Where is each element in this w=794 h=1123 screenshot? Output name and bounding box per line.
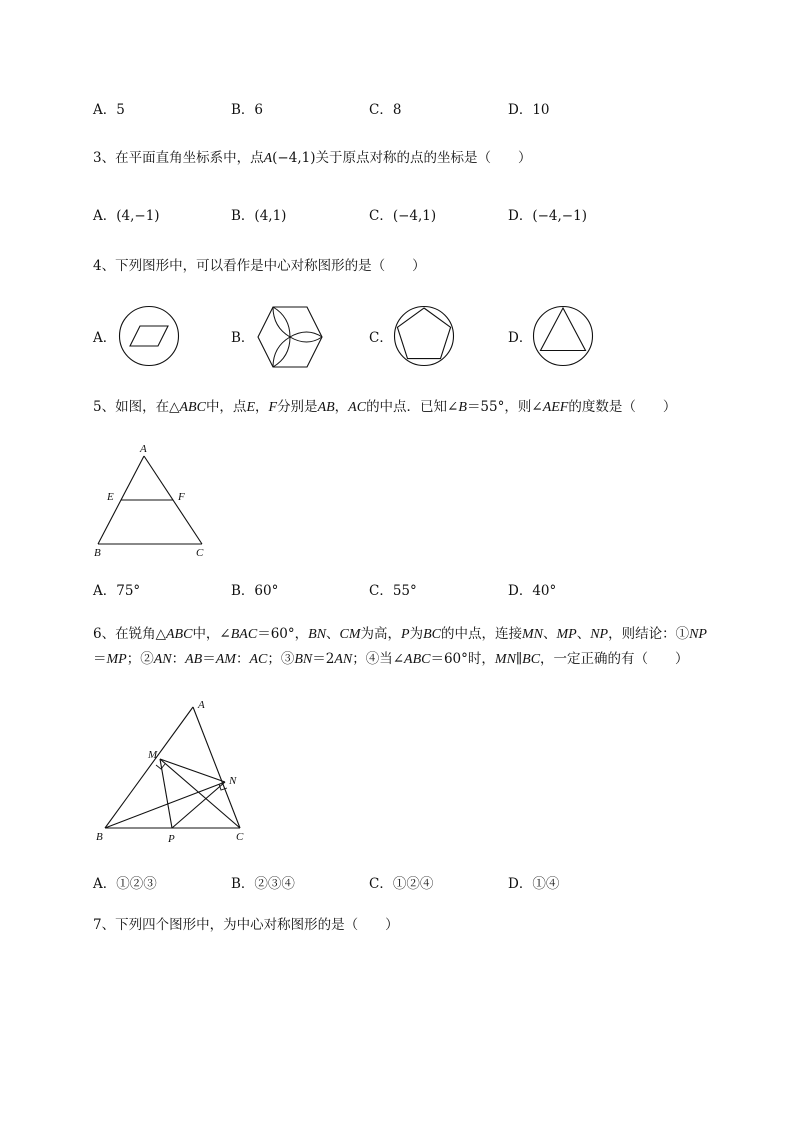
q4-option-a-label: A． [93, 330, 117, 346]
vertex-label-b: B [96, 831, 103, 843]
vertex-label-c: C [236, 831, 244, 843]
q3-option-c: C．(−4,1) [369, 208, 437, 224]
vertex-label-b: B [94, 547, 101, 559]
triangle-abc-altitudes-figure [88, 692, 258, 852]
vertex-label-p: P [168, 833, 175, 845]
q3-option-b: B．(4,1) [231, 208, 287, 224]
question-4: 4、下列图形中，可以看作是中心对称图形的是（ ） [93, 258, 426, 274]
q6-option-b: B．②③④ [231, 876, 295, 892]
vertex-label-e: E [107, 491, 114, 503]
option-d: D．10 [508, 102, 550, 118]
vertex-label-a: A [198, 699, 205, 711]
circle-pentagon-figure [393, 305, 455, 367]
vertex-label-a: A [140, 443, 147, 455]
q5-option-d: D．40° [508, 583, 557, 599]
q5-option-b: B．60° [231, 583, 279, 599]
q3-option-d: D．(−4,−1) [508, 208, 587, 224]
vertex-label-m: M [148, 749, 158, 761]
option-a: A．5 [93, 102, 125, 118]
hexagon-trefoil-figure [256, 305, 324, 369]
q6-option-d: D．①④ [508, 876, 560, 892]
question-3: 3、在平面直角坐标系中，点A(−4,1)关于原点对称的点的坐标是（ ） [93, 150, 532, 166]
q4-option-c-label: C． [369, 330, 393, 346]
q5-option-c: C．55° [369, 583, 417, 599]
question-6-line-2: ＝MP；②AN：AB＝AM：AC；③BN＝2AN；④当∠ABC＝60°时，MN∥BC，一定正确的有（ ） [93, 651, 689, 667]
circle-triangle-figure [532, 305, 594, 367]
q5-option-a: A．75° [93, 583, 141, 599]
q4-option-d-label: D． [508, 330, 533, 346]
q6-option-c: C．①②④ [369, 876, 434, 892]
triangle-abc-midline-figure [88, 438, 218, 563]
question-6-line-1: 6、在锐角△ABC中，∠BAC＝60°，BN、CM为高，P为BC的中点，连接MN、MP、NP，则结论：①NP [93, 626, 707, 642]
question-5: 5、如图，在△ABC中，点E，F分别是AB，AC的中点．已知∠B＝55°，则∠AEF的度数是（ ） [93, 399, 677, 415]
q6-option-a: A．①②③ [93, 876, 157, 892]
vertex-label-f: F [178, 491, 185, 503]
q3-option-a: A．(4,−1) [93, 208, 160, 224]
option-b: B．6 [231, 102, 264, 118]
circle-parallelogram-figure [118, 305, 180, 367]
vertex-label-n: N [229, 775, 237, 787]
q4-option-b-label: B． [231, 330, 255, 346]
question-7: 7、下列四个图形中，为中心对称图形的是（ ） [93, 917, 399, 933]
vertex-label-c: C [196, 547, 204, 559]
option-c: C．8 [369, 102, 402, 118]
